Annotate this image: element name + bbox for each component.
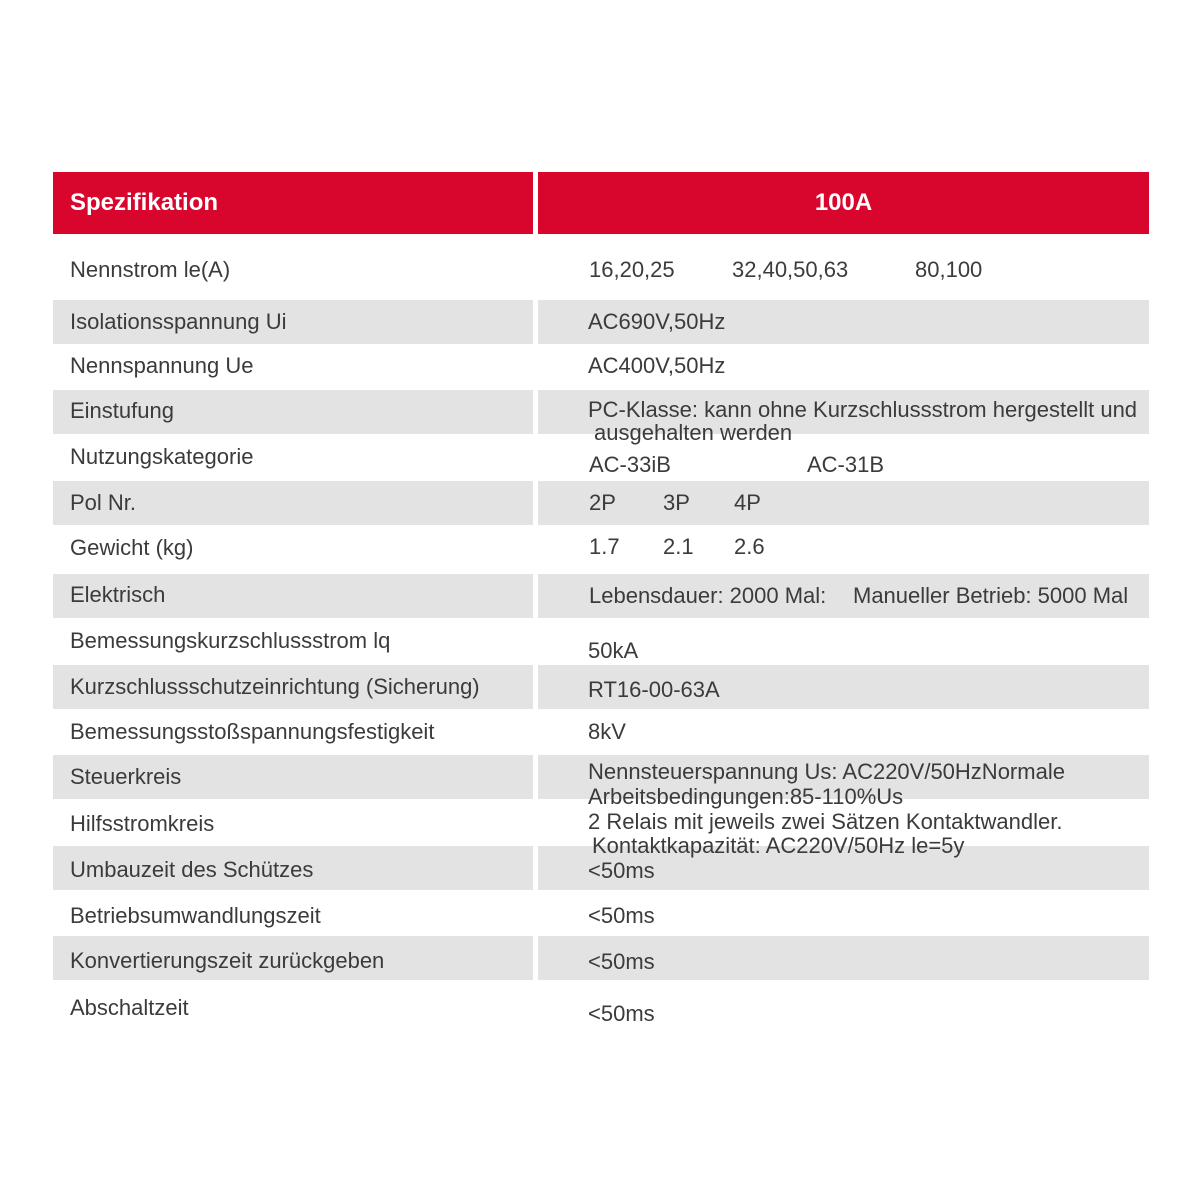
row-label-gewicht: Gewicht (kg) bbox=[70, 535, 194, 560]
row-value: 3P bbox=[663, 490, 690, 515]
row-value: AC-33iB bbox=[589, 452, 671, 477]
row-label-kurzschlussstrom: Bemessungskurzschlussstrom lq bbox=[70, 628, 391, 653]
row-value: 16,20,25 bbox=[589, 257, 675, 282]
row-value: 50kA bbox=[588, 638, 639, 663]
row-value: PC-Klasse: kann ohne Kurzschlussstrom hergestellt und bbox=[588, 397, 1138, 422]
row-label-nennstrom: Nennstrom le(A) bbox=[70, 257, 231, 282]
row-value: RT16-00-63A bbox=[588, 677, 720, 702]
row-label-nutzungskategorie: Nutzungskategorie bbox=[70, 444, 254, 469]
row-value: 2P bbox=[589, 490, 616, 515]
row-value: Kontaktkapazität: AC220V/50Hz le=5y bbox=[592, 833, 965, 858]
row-value: <50ms bbox=[588, 1001, 655, 1026]
row-value: AC690V,50Hz bbox=[588, 309, 726, 334]
row-value: <50ms bbox=[588, 903, 655, 928]
row-label-umbauzeit: Umbauzeit des Schützes bbox=[70, 857, 314, 882]
row-label-pol-nr: Pol Nr. bbox=[70, 490, 137, 515]
row-value: ausgehalten werden bbox=[594, 420, 793, 445]
row-band bbox=[538, 481, 1149, 525]
row-value: 2 Relais mit jeweils zwei Sätzen Kontaktwandler. bbox=[588, 809, 1063, 834]
row-label-schutzeinrichtung: Kurzschlussschutzeinrichtung (Sicherung) bbox=[70, 674, 480, 699]
row-value: 4P bbox=[734, 490, 761, 515]
row-label-einstufung: Einstufung bbox=[70, 398, 174, 423]
row-value: 80,100 bbox=[915, 257, 983, 282]
row-value: Arbeitsbedingungen:85-110%Us bbox=[588, 784, 904, 809]
row-value: AC-31B bbox=[807, 452, 885, 477]
row-label-hilfsstromkreis: Hilfsstromkreis bbox=[70, 811, 215, 836]
row-value: 8kV bbox=[588, 719, 626, 744]
row-value: 1.7 bbox=[589, 534, 620, 559]
row-label-steuerkreis: Steuerkreis bbox=[70, 764, 182, 789]
row-value: Manueller Betrieb: 5000 Mal bbox=[853, 583, 1129, 608]
row-value: AC400V,50Hz bbox=[588, 353, 726, 378]
row-value: 2.1 bbox=[663, 534, 694, 559]
row-label-abschaltzeit: Abschaltzeit bbox=[70, 995, 189, 1020]
header-spezifikation: Spezifikation bbox=[53, 172, 533, 234]
header-100a: 100A bbox=[538, 172, 1149, 234]
row-label-stossspannung: Bemessungsstoßspannungsfestigkeit bbox=[70, 719, 435, 744]
row-label-elektrisch: Elektrisch bbox=[70, 582, 166, 607]
row-value: Nennsteuerspannung Us: AC220V/50HzNormale bbox=[588, 759, 1065, 784]
row-value: 32,40,50,63 bbox=[732, 257, 849, 282]
row-value: <50ms bbox=[588, 858, 655, 883]
row-label-konvertierungszeit: Konvertierungszeit zurückgeben bbox=[70, 948, 385, 973]
row-label-isolationsspannung: Isolationsspannung Ui bbox=[70, 309, 287, 334]
row-label-betriebsumwandlung: Betriebsumwandlungszeit bbox=[70, 903, 321, 928]
row-value: <50ms bbox=[588, 949, 655, 974]
row-value: 2.6 bbox=[734, 534, 765, 559]
row-label-nennspannung: Nennspannung Ue bbox=[70, 353, 254, 378]
row-value: Lebensdauer: 2000 Mal: bbox=[589, 583, 827, 608]
